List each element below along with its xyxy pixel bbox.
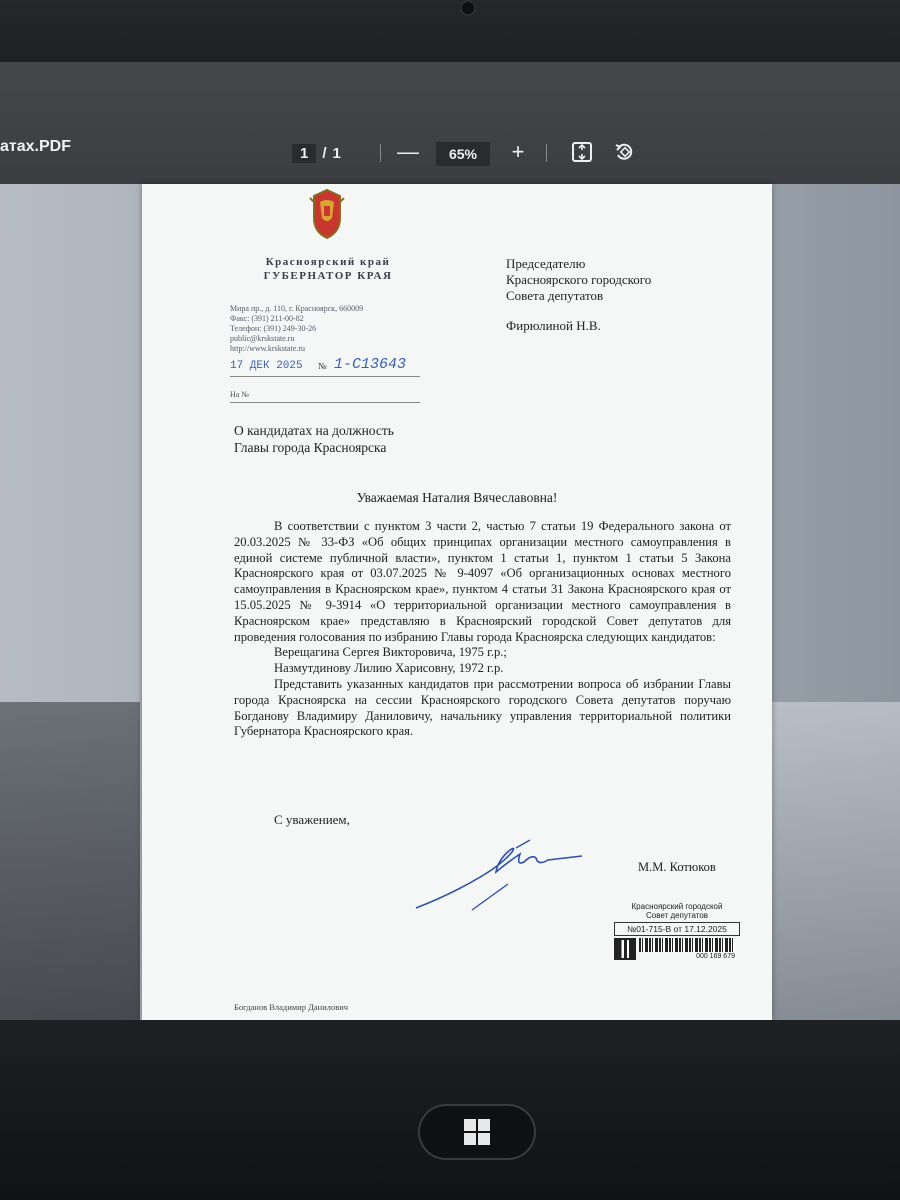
addressee-line: Красноярского городского — [506, 272, 652, 287]
addressee-line: Председателю — [506, 256, 586, 271]
pdf-toolbar — [0, 62, 900, 184]
stamp-reg-number: №01-715-В от 17.12.2025 — [614, 922, 740, 936]
subject-line: Главы города Красноярска — [234, 440, 387, 455]
contact-phone: Телефон: (391) 249-30-26 — [230, 324, 317, 333]
outgoing-date-line — [230, 356, 420, 377]
fit-page-icon — [571, 141, 593, 163]
candidate-item: Назмутдинову Лилию Харисовну, 1972 г.р. — [274, 661, 504, 676]
page-current-input[interactable]: 1 — [292, 144, 316, 163]
stamp-org-line: Красноярский городской — [631, 902, 723, 911]
letter-body — [234, 519, 731, 740]
contact-email: public@krskstate.ru — [230, 334, 295, 343]
contact-block — [230, 304, 363, 354]
addressee-line: Совета депутатов — [506, 288, 604, 303]
zoom-in-button[interactable]: + — [511, 139, 525, 164]
page-indicator[interactable] — [292, 142, 362, 164]
qr-code-icon — [614, 938, 636, 960]
body-paragraph: Представить указанных кандидатов при рассмотрении вопроса об избрании Главы города Красноярска на сессии Красноярского городского Совета депутатов поручаю Богданову Владимиру Даниловичу, начальнику управления территориальной политики Губернатора Красноярского края. — [234, 676, 731, 739]
screen-reflection — [772, 702, 900, 1020]
pdf-page[interactable] — [142, 184, 772, 1020]
letter-subject — [234, 422, 394, 456]
candidate-item: Верещагина Сергея Викторовича, 1975 г.р.; — [274, 645, 507, 660]
reference-label: На № — [230, 390, 249, 399]
closing: С уважением, — [274, 812, 350, 827]
addressee-name: Фирюлиной Н.В. — [506, 318, 601, 333]
zoom-out-button[interactable]: — — [397, 139, 419, 164]
page-separator: / — [322, 144, 327, 162]
barcode-block — [639, 938, 735, 960]
registration-stamp — [614, 902, 740, 978]
signer-name: М.М. Котюков — [638, 860, 716, 874]
addressee-block — [506, 256, 651, 334]
camera-icon — [462, 2, 474, 14]
stamp-codes — [614, 938, 740, 960]
contact-website: http://www.krskstate.ru — [230, 344, 306, 353]
outgoing-date: 17 ДЕК 2025 — [230, 360, 303, 372]
coat-of-arms-icon — [308, 188, 346, 240]
screen-reflection — [0, 702, 140, 1020]
file-name: атах.PDF — [0, 138, 71, 155]
fit-page-button[interactable] — [568, 138, 596, 166]
outgoing-number: 1-С13643 — [334, 356, 407, 373]
number-label: № — [318, 361, 327, 371]
stamp-org-line: Совет депутатов — [645, 911, 709, 920]
contact-fax: Факс: (391) 211-00-82 — [230, 314, 304, 323]
rotate-icon — [613, 141, 635, 163]
windows-logo-icon — [462, 1117, 492, 1147]
contact-address: Мира пр., д. 110, г. Красноярск, 660009 — [230, 304, 364, 313]
barcode-number: 000 169 679 — [696, 953, 735, 960]
toolbar-divider — [546, 144, 547, 162]
zoom-level-input[interactable]: 65% — [436, 142, 490, 166]
tablet-top-bezel — [0, 0, 900, 62]
greeting: Уважаемая Наталия Вячеславовна! — [356, 490, 558, 505]
reference-line — [230, 390, 420, 403]
barcode-icon — [639, 938, 735, 952]
toolbar-divider — [380, 144, 381, 162]
org-title: ГУБЕРНАТОР КРАЯ — [263, 270, 393, 282]
subject-line: О кандидатах на должность — [234, 423, 394, 438]
executor-name: Богданов Владимир Данилович — [234, 1002, 349, 1012]
signature-image — [412, 836, 592, 916]
body-paragraph: В соответствии с пунктом 3 части 2, частью 7 статьи 19 Федерального закона от 20.03.2025 № 33-ФЗ «Об общих принципах организации местного самоуправления в единой системе публичной власти», пунктом 1 статьи 1, пунктом 1 статьи 5 Закона Красноярского края от 03.07.2025 № 9-4097 «Об организационных основах местного самоуправления в Красноярском крае», пунктом 4 статьи 31 Закона Красноярского края от 15.05.2025 № 9-3914 «О территориальной организации местного самоуправления в Красноярском крае» представляю в Красноярский городской Совет депутатов для проведения голосования по избранию Главы города Красноярска следующих кандидатов: — [234, 519, 731, 644]
org-name: Красноярский край — [265, 256, 391, 268]
page-total: 1 — [332, 144, 341, 162]
rotate-button[interactable] — [610, 138, 638, 166]
windows-home-button[interactable] — [418, 1104, 536, 1160]
